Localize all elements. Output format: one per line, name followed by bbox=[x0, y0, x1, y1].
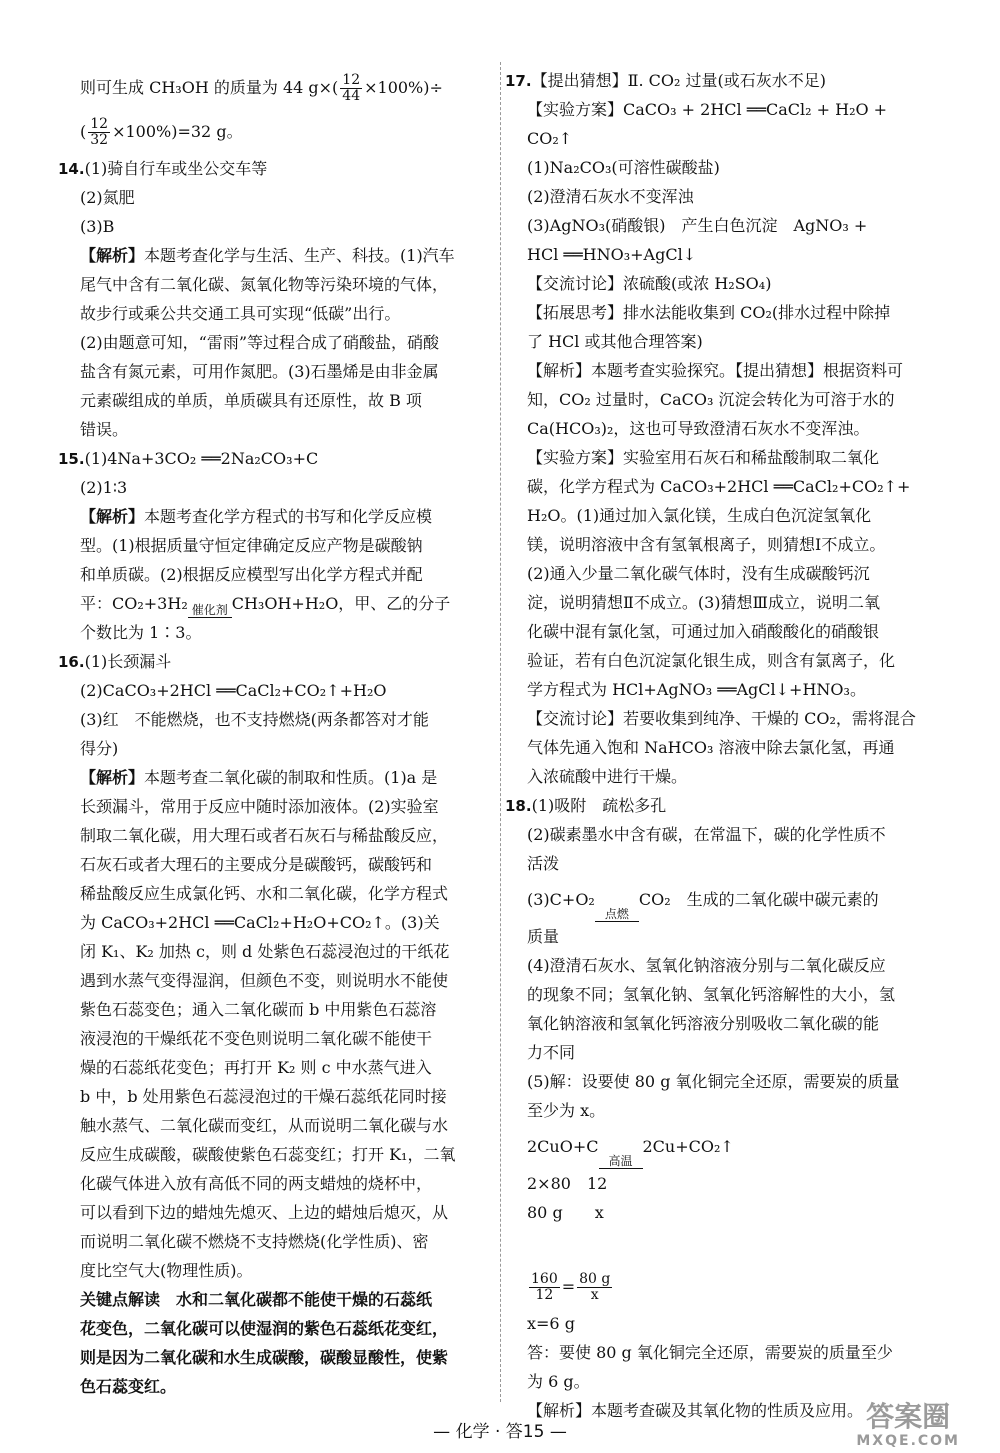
analysis-line: 【解析】本题考查化学方程式的书写和化学反应模 bbox=[80, 507, 433, 526]
analysis-line: 平：CO₂+3H₂ 催化剂 CH₃OH+H₂O，甲、乙的分子 bbox=[80, 594, 451, 617]
text-line: CO₂↑ bbox=[527, 129, 573, 148]
text-line: 至少为 x。 bbox=[527, 1101, 606, 1120]
analysis-line: 故步行或乘公共交通工具可实现“低碳”出行。 bbox=[80, 304, 401, 323]
analysis-line: 错误。 bbox=[80, 420, 129, 439]
analysis-line: 遇到水蒸气变得湿润，但颜色不变，则说明水不能使 bbox=[80, 971, 449, 990]
analysis-line: 【交流讨论】若要收集到纯净、干燥的 CO₂，需将混合 bbox=[527, 709, 916, 728]
text-line: 质量 bbox=[527, 927, 560, 946]
analysis-line: 元素碳组成的单质，单质碳具有还原性，故 B 项 bbox=[80, 391, 422, 410]
text-line: 氧化钠溶液和氢氧化钙溶液分别吸收二氧化碳的能 bbox=[527, 1014, 880, 1033]
text-line: (2)1∶3 bbox=[80, 478, 128, 497]
text-line: 为 6 g。 bbox=[527, 1372, 590, 1391]
analysis-line: 为 CaCO₃+2HCl ══CaCl₂+H₂O+CO₂↑。(3)关 bbox=[80, 913, 440, 932]
equation-line: (3)C+O₂ 点燃 CO₂ 生成的二氧化碳中碳元素的 bbox=[527, 890, 879, 921]
analysis-line: 石灰石或者大理石的主要成分是碳酸钙，碳酸钙和 bbox=[80, 855, 433, 874]
right-column bbox=[505, 66, 947, 1425]
text-line: ( $\frac{12}{32}$ ×100%)=32 g。 bbox=[80, 116, 243, 148]
analysis-line: 盐含有氮元素，可用作氮肥。(3)石墨烯是由非金属 bbox=[80, 362, 439, 381]
text-line: 得分) bbox=[80, 739, 119, 758]
analysis-line: Ca(HCO₃)₂，这也可导致澄清石灰水不变浑浊。 bbox=[527, 419, 870, 438]
text-line: (3)B bbox=[80, 217, 115, 236]
analysis-line: 制取二氧化碳，用大理石或者石灰石与稀盐酸反应， bbox=[80, 826, 449, 845]
analysis-line: 入浓硫酸中进行干燥。 bbox=[527, 767, 688, 786]
question-14: 14.(1)骑自行车或坐公交车等 bbox=[58, 159, 268, 178]
analysis-line: 个数比为 1∶3。 bbox=[80, 623, 202, 642]
analysis-line: 【解析】本题考查化学与生活、生产、科技。(1)汽车 bbox=[80, 246, 455, 265]
analysis-line: 型。(1)根据质量守恒定律确定反应产物是碳酸钠 bbox=[80, 536, 423, 555]
analysis-line: 化碳中混有氯化氢，可通过加入硝酸酸化的硝酸银 bbox=[527, 622, 880, 641]
text-line: x=6 g bbox=[527, 1314, 575, 1333]
text-line: (2)碳素墨水中含有碳，在常温下，碳的化学性质不 bbox=[527, 825, 886, 844]
analysis-line: 而说明二氧化碳不燃烧不支持燃烧(化学性质)、密 bbox=[80, 1232, 429, 1251]
text-line: 【交流讨论】浓硫酸(或浓 H₂SO₄) bbox=[527, 274, 772, 293]
analysis-line: 紫色石蕊变色；通入二氧化碳而 b 中用紫色石蕊溶 bbox=[80, 1000, 437, 1019]
text-line: HCl ══HNO₃+AgCl↓ bbox=[527, 245, 697, 264]
spacer bbox=[527, 1227, 947, 1265]
analysis-line: 液浸泡的干燥纸花不变色则说明二氧化碳不能使干 bbox=[80, 1029, 433, 1048]
left-column bbox=[58, 66, 475, 1401]
analysis-line: (2)由题意可知，“雷雨”等过程合成了硝酸盐，硝酸 bbox=[80, 333, 440, 352]
question-17: 17.【提出猜想】Ⅱ. CO₂ 过量(或石灰水不足) bbox=[505, 71, 826, 90]
text-line: 了 HCl 或其他合理答案) bbox=[527, 332, 703, 351]
key-point-line: 则是因为二氧化碳和水生成碳酸，碳酸显酸性，使紫 bbox=[80, 1348, 449, 1367]
analysis-line: H₂O。(1)通过加入氯化镁，生成白色沉淀氢氧化 bbox=[527, 506, 872, 525]
key-point-line: 花变色，二氧化碳可以使湿润的紫色石蕊纸花变红， bbox=[80, 1319, 449, 1338]
analysis-line: 尾气中含有二氧化碳、氮氧化物等污染环境的气体， bbox=[80, 275, 449, 294]
watermark-logo: 答案圈 MXQE.COM bbox=[856, 1400, 960, 1449]
text-line: (2)澄清石灰水不变浑浊 bbox=[527, 187, 694, 206]
analysis-line: 碳，化学方程式为 CaCO₃+2HCl ══CaCl₂+CO₂↑+ bbox=[527, 477, 911, 496]
text-line: (3)红 不能燃烧，也不支持燃烧(两条都答对才能 bbox=[80, 710, 429, 729]
analysis-line: 触水蒸气、二氧化碳而变红，从而说明二氧化碳与水 bbox=[80, 1116, 449, 1135]
question-16: 16.(1)长颈漏斗 bbox=[58, 652, 172, 671]
fraction: $\frac{160}{12}$ bbox=[531, 1271, 558, 1303]
analysis-line: 长颈漏斗，常用于反应中随时添加液体。(2)实验室 bbox=[80, 797, 439, 816]
equation-line: 2CuO+C 高温 2Cu+CO₂↑ bbox=[527, 1137, 734, 1168]
text-line: (1)Na₂CO₃(可溶性碳酸盐) bbox=[527, 158, 720, 177]
analysis-line: 【解析】本题考查碳及其氧化物的性质及应用。 bbox=[527, 1401, 864, 1420]
text-line: 【实验方案】CaCO₃ + 2HCl ══CaCl₂ + H₂O + bbox=[527, 100, 888, 119]
analysis-line: 闭 K₁、K₂ 加热 c，则 d 处紫色石蕊浸泡过的干纸花 bbox=[80, 942, 450, 961]
analysis-line: 化碳气体进入放有高低不同的两支蜡烛的烧杯中， bbox=[80, 1174, 433, 1193]
column-divider bbox=[500, 62, 501, 1402]
analysis-line: 【实验方案】实验室用石灰石和稀盐酸制取二氧化 bbox=[527, 448, 880, 467]
analysis-line: 气体先通入饱和 NaHCO₃ 溶液中除去氯化氢，再通 bbox=[527, 738, 895, 757]
analysis-line: 反应生成碳酸，碳酸使紫色石蕊变红；打开 K₁，二氧 bbox=[80, 1145, 456, 1164]
analysis-line: b 中，b 处用紫色石蕊浸泡过的干燥石蕊纸花同时接 bbox=[80, 1087, 447, 1106]
analysis-line: 燥的石蕊纸花变色；再打开 K₂ 则 c 中水蒸气进入 bbox=[80, 1058, 432, 1077]
fraction: $\frac{12}{32}$ bbox=[90, 116, 109, 148]
analysis-line: 【解析】本题考查二氧化碳的制取和性质。(1)a 是 bbox=[80, 768, 438, 787]
analysis-line: 学方程式为 HCl+AgNO₃ ══AgCl↓+HNO₃。 bbox=[527, 680, 866, 699]
analysis-line: 可以看到下边的蜡烛先熄灭、上边的蜡烛后熄灭，从 bbox=[80, 1203, 449, 1222]
analysis-line: 度比空气大(物理性质)。 bbox=[80, 1261, 253, 1280]
text-line: (5)解：设要使 80 g 氧化铜完全还原，需要炭的质量 bbox=[527, 1072, 900, 1091]
text-line: 的现象不同；氢氧化钠、氢氧化钙溶解性的大小，氢 bbox=[527, 985, 896, 1004]
analysis-line: 镁，说明溶液中含有氢氧根离子，则猜想Ⅰ不成立。 bbox=[527, 535, 886, 554]
analysis-line: (2)通入少量二氧化碳气体时，没有生成碳酸钙沉 bbox=[527, 564, 870, 583]
analysis-line: 和单质碳。(2)根据反应模型写出化学方程式并配 bbox=[80, 565, 423, 584]
text-line: 则可生成 CH₃OH 的质量为 44 g×( $\frac{12}{44}$ ×100%)÷ bbox=[80, 72, 443, 104]
analysis-line: 验证，若有白色沉淀氯化银生成，则含有氯离子，化 bbox=[527, 651, 896, 670]
key-point-line: 关键点解读 水和二氧化碳都不能使干燥的石蕊纸 bbox=[80, 1290, 433, 1309]
reaction-condition: 点燃 bbox=[595, 908, 639, 922]
text-line: (4)澄清石灰水、氢氧化钠溶液分别与二氧化碳反应 bbox=[527, 956, 886, 975]
text-line: 活泼 bbox=[527, 854, 560, 873]
key-point-line: 色石蕊变红。 bbox=[80, 1377, 177, 1396]
text-line: 力不同 bbox=[527, 1043, 576, 1062]
page-footer: — 化学 · 答15 — bbox=[433, 1422, 567, 1442]
analysis-line: 【解析】本题考查实验探究。【提出猜想】根据资料可 bbox=[527, 361, 904, 380]
text-line: 【拓展思考】排水法能收集到 CO₂(排水过程中除掉 bbox=[527, 303, 891, 322]
reaction-condition: 高温 bbox=[599, 1155, 643, 1169]
reaction-condition: 催化剂 bbox=[188, 604, 232, 618]
proportion-line: $\frac{160}{12}$ = $\frac{80 g}{x}$ bbox=[531, 1271, 611, 1303]
text-line: (3)AgNO₃(硝酸银) 产生白色沉淀 AgNO₃ + bbox=[527, 216, 868, 235]
text-line: (2)氮肥 bbox=[80, 188, 135, 207]
text-line: (2)CaCO₃+2HCl ══CaCl₂+CO₂↑+H₂O bbox=[80, 681, 387, 700]
question-15: 15.(1)4Na+3CO₂ ══2Na₂CO₃+C bbox=[58, 449, 319, 468]
text-line: 答：要使 80 g 氧化铜完全还原，需要炭的质量至少 bbox=[527, 1343, 893, 1362]
analysis-line: 稀盐酸反应生成氯化钙、水和二氧化碳，化学方程式 bbox=[80, 884, 449, 903]
text-line: 80 g x bbox=[527, 1203, 604, 1222]
question-18: 18.(1)吸附 疏松多孔 bbox=[505, 796, 667, 815]
analysis-line: 淀，说明猜想Ⅱ不成立。(3)猜想Ⅲ成立，说明二氧 bbox=[527, 593, 880, 612]
analysis-line: 知，CO₂ 过量时，CaCO₃ 沉淀会转化为可溶于水的 bbox=[527, 390, 895, 409]
fraction: $\frac{80 g}{x}$ bbox=[579, 1271, 611, 1303]
fraction: $\frac{12}{44}$ bbox=[342, 72, 361, 104]
text-line: 2×80 12 bbox=[527, 1174, 608, 1193]
